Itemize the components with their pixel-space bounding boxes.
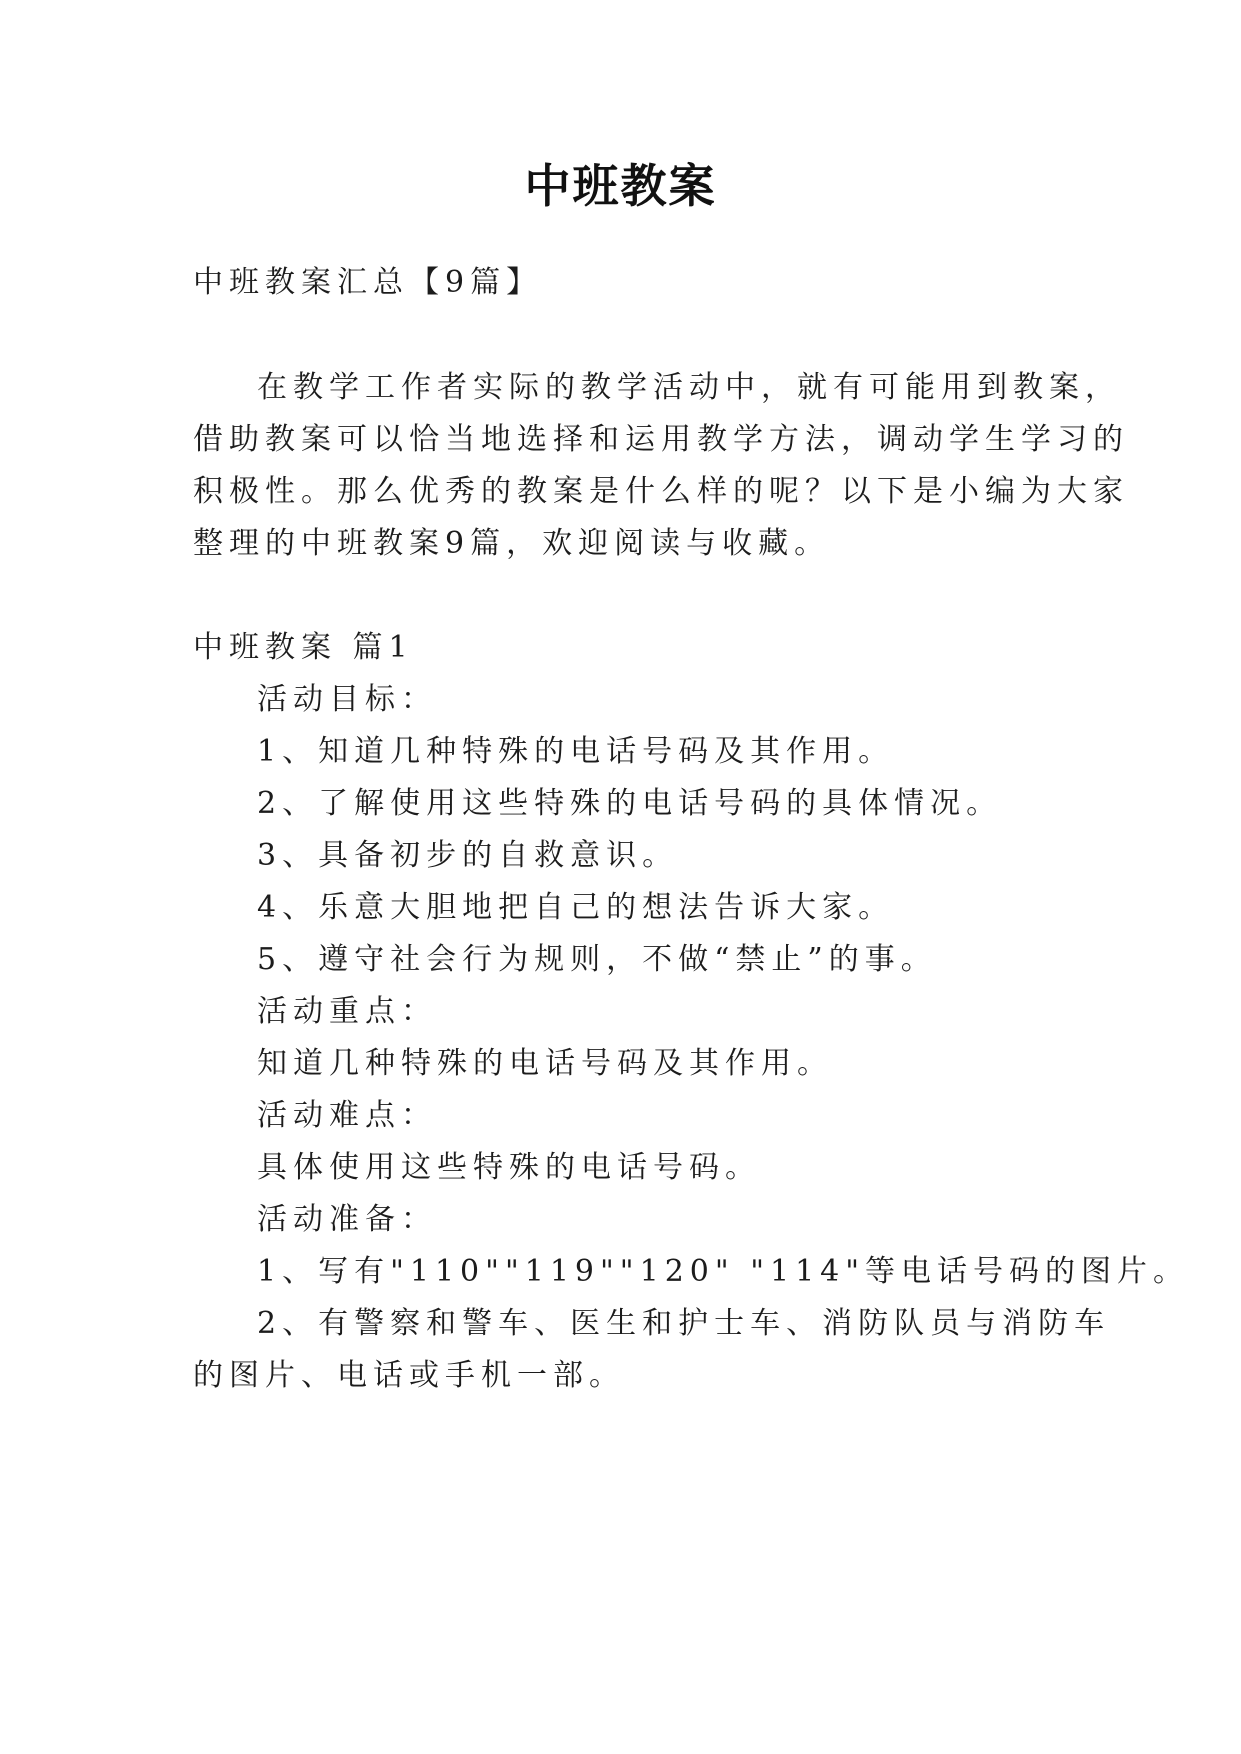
section-label: 活动准备： [257,1202,437,1237]
list-item: 4、乐意大胆地把自己的想法告诉大家。 [257,890,895,925]
section-label: 活动重点： [257,994,437,1029]
list-item-continuation: 的图片、电话或手机一部。 [193,1358,625,1393]
list-item: 1、知道几种特殊的电话号码及其作用。 [257,734,895,769]
intro-line: 积极性。那么优秀的教案是什么样的呢？以下是小编为大家 [193,474,1129,509]
intro-line: 借助教案可以恰当地选择和运用教学方法，调动学生学习的 [193,422,1129,457]
section-label: 活动难点： [257,1098,437,1133]
document-subtitle: 中班教案汇总【9篇】 [193,265,543,300]
section-heading: 中班教案 篇1 [193,630,414,665]
section-label: 活动目标： [257,682,437,717]
list-item: 2、了解使用这些特殊的电话号码的具体情况。 [257,786,1003,821]
list-item: 1、写有"110""119""120" "114"等电话号码的图片。 [257,1254,1190,1289]
list-item: 2、有警察和警车、医生和护士车、消防队员与消防车 [257,1306,1111,1341]
list-item: 5、遵守社会行为规则，不做“禁止”的事。 [257,942,937,977]
document-title: 中班教案 [524,159,717,213]
intro-line: 整理的中班教案9篇，欢迎阅读与收藏。 [193,526,831,561]
paragraph-text: 知道几种特殊的电话号码及其作用。 [257,1046,833,1081]
list-item: 3、具备初步的自救意识。 [257,838,679,873]
intro-line: 在教学工作者实际的教学活动中，就有可能用到教案， [257,370,1121,405]
paragraph-text: 具体使用这些特殊的电话号码。 [257,1150,761,1185]
